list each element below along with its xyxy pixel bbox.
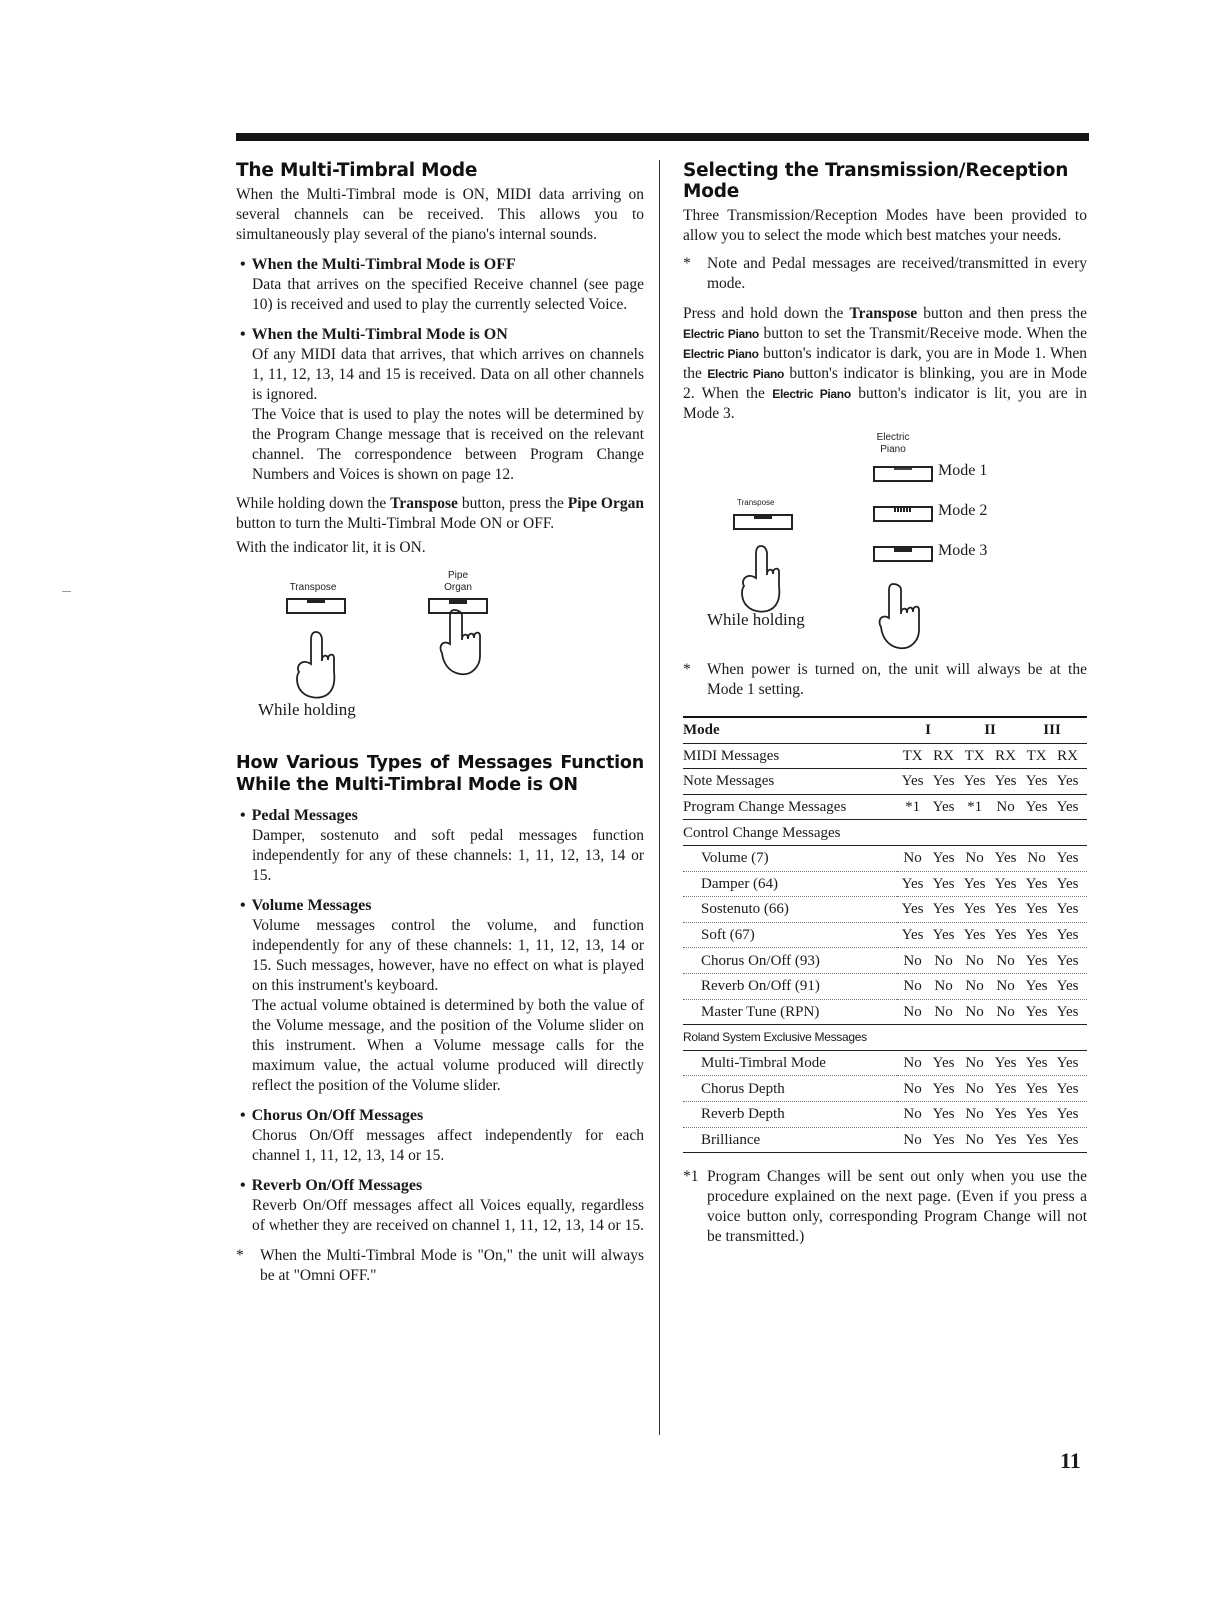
- bullet-on-text-2: The Voice that is used to play the notes will be determined by the Program Change message that is received on the relevant channel. The correspondence between Program Change Numbers and Voices is shown on page 12.: [252, 406, 644, 483]
- table-value: No: [996, 799, 1015, 816]
- table-value: *1: [905, 799, 921, 816]
- bullet-on-title: • When the Multi-Timbral Mode is ON: [240, 325, 644, 345]
- column-divider: [659, 160, 660, 1435]
- table-value: No: [934, 978, 953, 995]
- bullet-off-title: • When the Multi-Timbral Mode is OFF: [240, 255, 644, 275]
- table-value: No: [965, 1131, 984, 1148]
- table-value: Yes: [901, 901, 924, 918]
- figure-transpose-pipe-organ: [236, 568, 644, 736]
- label-electric: Electric: [876, 432, 910, 443]
- while-holding-label-right: While holding: [707, 610, 805, 629]
- table-value: Yes: [963, 901, 986, 918]
- table-cell-values: [897, 1050, 1087, 1076]
- table-cell-label: Master Tune (RPN): [683, 999, 897, 1025]
- table-value: No: [903, 1080, 922, 1097]
- bullet-volume-text-1: Volume messages control the volume, and function independently for any of these channels: 1, 11, 12, 13, 14 or 15. Such messages, however, have no effect on what is played on this instrument's keyboard.: [252, 917, 644, 994]
- table-value: Yes: [1025, 978, 1048, 995]
- bullet-reverb: [236, 1176, 644, 1236]
- mode1-label: Mode 1: [938, 462, 988, 479]
- table-value: Yes: [1056, 978, 1079, 995]
- bullet-off: [236, 255, 644, 315]
- bullet-volume-title: • Volume Messages: [240, 896, 644, 916]
- table-row: [683, 743, 1087, 769]
- table-cell-label: Note Messages: [683, 769, 897, 795]
- hold-instruction: While holding down the Transpose button, press the Pipe Organ button to turn the Multi-Timbral Mode ON or OFF.: [236, 495, 644, 532]
- table-row: [683, 922, 1087, 948]
- table-cell-values: [897, 999, 1087, 1025]
- table-cell-label: Reverb On/Off (91): [683, 973, 897, 999]
- table-value: Yes: [1025, 1080, 1048, 1097]
- table-row: [683, 948, 1087, 974]
- table-value: Yes: [932, 773, 955, 790]
- table-value: Yes: [1056, 952, 1079, 969]
- left-column: [236, 160, 644, 1286]
- table-row: [683, 1101, 1087, 1127]
- table-cell-label: Damper (64): [683, 871, 897, 897]
- table-value: Yes: [994, 927, 1017, 944]
- table-value: No: [996, 1003, 1015, 1020]
- table-value: Yes: [1025, 927, 1048, 944]
- hand-press-icon-right: [873, 580, 933, 655]
- modes-intro: Three Transmission/Reception Modes have been provided to allow you to select the mode which best matches your needs.: [683, 207, 1087, 244]
- table-value: Yes: [1056, 850, 1079, 867]
- table-cell-label: Volume (7): [683, 845, 897, 871]
- mode-instructions: Press and hold down the Transpose button and then press the Electric Piano button to set the Transmit/Receive mode. When the Electric Piano button's indicator is dark, you are in Mode 1. When the Electric Piano button's indicator is blinking, you are in Mode 2. When the Electric Piano button's indicator is lit, you are in Mode 3.: [683, 305, 1088, 422]
- table-value: RX: [933, 747, 954, 764]
- bullet-on-text-1: Of any MIDI data that arrives, that which arrives on channels 1, 11, 12, 13, 14 and 15 is received. Data on all other channels is ignored.: [252, 346, 644, 403]
- table-value: Yes: [994, 1106, 1017, 1123]
- table-value: RX: [1057, 747, 1078, 764]
- mode-message-table: [683, 716, 1087, 1153]
- table-value: No: [934, 952, 953, 969]
- table-cell-label: Chorus Depth: [683, 1076, 897, 1102]
- table-row: [683, 794, 1087, 820]
- transpose-button-right: [733, 514, 793, 530]
- table-cell-label: Soft (67): [683, 922, 897, 948]
- table-value: No: [903, 850, 922, 867]
- table-value: No: [965, 1080, 984, 1097]
- table-row: [683, 845, 1087, 871]
- table-cell-values: [897, 1101, 1087, 1127]
- table-value: No: [934, 1003, 953, 1020]
- table-cell-values: [897, 922, 1087, 948]
- margin-mark: [62, 591, 71, 592]
- table-value: Yes: [1056, 875, 1079, 892]
- label-transpose-right: Transpose: [737, 498, 775, 507]
- table-value: Yes: [932, 1080, 955, 1097]
- table-row: [683, 820, 1087, 846]
- table-cell-values: [897, 1127, 1087, 1153]
- table-value: No: [903, 1055, 922, 1072]
- table-value: No: [903, 978, 922, 995]
- table-row: [683, 769, 1087, 795]
- table-value: Yes: [901, 927, 924, 944]
- table-value: Yes: [994, 773, 1017, 790]
- table-value: Yes: [1056, 799, 1079, 816]
- table-value: Yes: [932, 1055, 955, 1072]
- bullet-chorus: [236, 1106, 644, 1166]
- table-value: Yes: [932, 901, 955, 918]
- table-value: Yes: [1056, 773, 1079, 790]
- table-value: Yes: [994, 1131, 1017, 1148]
- table-value: TX: [1026, 747, 1047, 764]
- table-cell-values: [897, 973, 1087, 999]
- table-cell-label: Brilliance: [683, 1127, 897, 1153]
- bullet-reverb-text: Reverb On/Off messages affect all Voices equally, regardless of whether they are received on channel 1, 11, 12, 13, 14 or 15.: [252, 1197, 644, 1234]
- table-value: Yes: [932, 927, 955, 944]
- table-cell-values: [897, 794, 1087, 820]
- table-value: Yes: [994, 1055, 1017, 1072]
- hand-hold-icon: [286, 628, 346, 708]
- table-value: Yes: [901, 773, 924, 790]
- table-row: [683, 973, 1087, 999]
- figure-mode-select: [683, 430, 1087, 660]
- table-cell-values: [897, 845, 1087, 871]
- table-row: [683, 999, 1087, 1025]
- header-rule: [236, 133, 1089, 141]
- table-cell-values: [897, 743, 1087, 769]
- intro-paragraph: When the Multi-Timbral mode is ON, MIDI data arriving on several channels can be received. This allows you to simultaneously play several of the piano's internal sounds.: [236, 186, 644, 243]
- table-cell-values: [897, 948, 1087, 974]
- table-value: Yes: [1056, 1106, 1079, 1123]
- bullet-chorus-text: Chorus On/Off messages affect independently for each channel 1, 11, 12, 13, 14 or 15.: [252, 1127, 644, 1164]
- table-value: Yes: [1025, 1106, 1048, 1123]
- label-piano: Piano: [880, 444, 906, 455]
- section-title-multi-timbral: The Multi-Timbral Mode: [236, 160, 478, 181]
- table-value: Yes: [994, 1080, 1017, 1097]
- table-cell-label: Program Change Messages: [683, 794, 897, 820]
- mode1-button: [873, 466, 933, 482]
- table-value: TX: [964, 747, 985, 764]
- table-row: [683, 1050, 1087, 1076]
- table-row: [683, 871, 1087, 897]
- label-pipe: Pipe: [447, 570, 468, 581]
- table-value: Yes: [932, 875, 955, 892]
- table-value: Yes: [1056, 927, 1079, 944]
- table-value: No: [965, 952, 984, 969]
- table-cell-label: Reverb Depth: [683, 1101, 897, 1127]
- table-cell-values: [897, 871, 1087, 897]
- table-cell-values: [897, 769, 1087, 795]
- table-value: Yes: [1025, 1131, 1048, 1148]
- while-holding-label: While holding: [258, 700, 356, 719]
- section-title-transmission-reception: Selecting the Transmission/Reception Mode: [683, 160, 1069, 202]
- bullet-pedal: [236, 806, 644, 886]
- table-value: No: [965, 1106, 984, 1123]
- table-value: Yes: [1025, 773, 1048, 790]
- table-value: Yes: [1056, 1055, 1079, 1072]
- bullet-reverb-title: • Reverb On/Off Messages: [240, 1176, 644, 1196]
- table-value: Yes: [1025, 1055, 1048, 1072]
- table-value: Yes: [963, 875, 986, 892]
- table-value: Yes: [901, 875, 924, 892]
- table-value: Yes: [1025, 875, 1048, 892]
- table-value: Yes: [1025, 901, 1048, 918]
- table-value: Yes: [963, 773, 986, 790]
- table-value: Yes: [932, 850, 955, 867]
- table-cell-values: [897, 1025, 1087, 1051]
- note-power-on: * When power is turned on, the unit will always be at the Mode 1 setting.: [683, 661, 1087, 698]
- table-cell-values: [897, 897, 1087, 923]
- table-value: Yes: [963, 927, 986, 944]
- table-value: Yes: [1025, 799, 1048, 816]
- table-value: Yes: [932, 1106, 955, 1123]
- table-row: [683, 1127, 1087, 1153]
- bullet-off-text: Data that arrives on the specified Receive channel (see page 10) is received and used to play the currently selected Voice.: [252, 276, 644, 313]
- table-value: *1: [967, 799, 983, 816]
- table-value: No: [996, 978, 1015, 995]
- mode3-button: [873, 546, 933, 562]
- table-value: Yes: [1056, 901, 1079, 918]
- label-transpose: Transpose: [289, 582, 337, 593]
- label-organ: Organ: [444, 582, 472, 593]
- table-cell-label: Multi-Timbral Mode: [683, 1050, 897, 1076]
- omni-note: * When the Multi-Timbral Mode is "On," the unit will always be at "Omni OFF.": [236, 1247, 644, 1284]
- table-value: TX: [902, 747, 923, 764]
- indicator-note: With the indicator lit, it is ON.: [236, 539, 426, 556]
- table-value: Yes: [994, 875, 1017, 892]
- note-every-mode: * Note and Pedal messages are received/transmitted in every mode.: [683, 255, 1087, 292]
- table-value: No: [965, 1055, 984, 1072]
- table-value: No: [965, 850, 984, 867]
- table-cell-label: Sostenuto (66): [683, 897, 897, 923]
- transpose-button: [286, 598, 346, 614]
- table-value: Yes: [1056, 1131, 1079, 1148]
- table-cell-label: MIDI Messages: [683, 743, 897, 769]
- table-value: No: [965, 1003, 984, 1020]
- table-cell-values: [897, 820, 1087, 846]
- footnote-program-change: *1 Program Changes will be sent out only when you use the procedure explained on the next page. (Even if you press a voice button only, corresponding Program Change will not be transmitted.): [683, 1168, 1087, 1246]
- table-value: Yes: [932, 1131, 955, 1148]
- table-value: Yes: [1025, 952, 1048, 969]
- table-value: Yes: [1056, 1080, 1079, 1097]
- mode3-label: Mode 3: [938, 542, 988, 559]
- table-value: No: [996, 952, 1015, 969]
- mode2-button: [873, 506, 933, 522]
- table-value: No: [903, 1003, 922, 1020]
- table-value: Yes: [994, 901, 1017, 918]
- table-row: [683, 1076, 1087, 1102]
- table-header: Mode I II III: [683, 717, 1087, 743]
- bullet-on: [236, 325, 644, 485]
- table-value: No: [1027, 850, 1046, 867]
- bullet-chorus-title: • Chorus On/Off Messages: [240, 1106, 644, 1126]
- mode2-label: Mode 2: [938, 502, 988, 519]
- table-value: Yes: [994, 850, 1017, 867]
- table-value: RX: [995, 747, 1016, 764]
- table-value: No: [903, 1106, 922, 1123]
- table-value: No: [903, 1131, 922, 1148]
- table-value: Yes: [932, 799, 955, 816]
- section-title-message-functions: How Various Types of Messages Function While the Multi-Timbral Mode is ON: [236, 753, 644, 795]
- table-value: Yes: [1025, 1003, 1048, 1020]
- table-cell-label: Control Change Messages: [683, 820, 897, 846]
- page-number: 11: [1060, 1448, 1081, 1473]
- table-value: Yes: [1056, 1003, 1079, 1020]
- table-row: [683, 897, 1087, 923]
- bullet-volume-text-2: The actual volume obtained is determined by both the value of the Volume message, and the position of the Volume slider on this instrument. When a Volume message calls for the maximum value, the actual volume produced will directly reflect the position of the Volume slider.: [252, 997, 644, 1094]
- bullet-pedal-text: Damper, sostenuto and soft pedal messages function independently for any of these channels: 1, 11, 12, 13, 14 or 15.: [252, 827, 644, 884]
- table-cell-label: Roland System Exclusive Messages: [683, 1025, 897, 1051]
- table-value: No: [903, 952, 922, 969]
- table-cell-values: [897, 1076, 1087, 1102]
- table-row: [683, 1025, 1087, 1051]
- right-column: [683, 160, 1087, 1247]
- hand-press-icon: [434, 606, 494, 681]
- table-cell-label: Chorus On/Off (93): [683, 948, 897, 974]
- bullet-volume: [236, 896, 644, 1096]
- table-value: No: [965, 978, 984, 995]
- bullet-pedal-title: • Pedal Messages: [240, 806, 644, 826]
